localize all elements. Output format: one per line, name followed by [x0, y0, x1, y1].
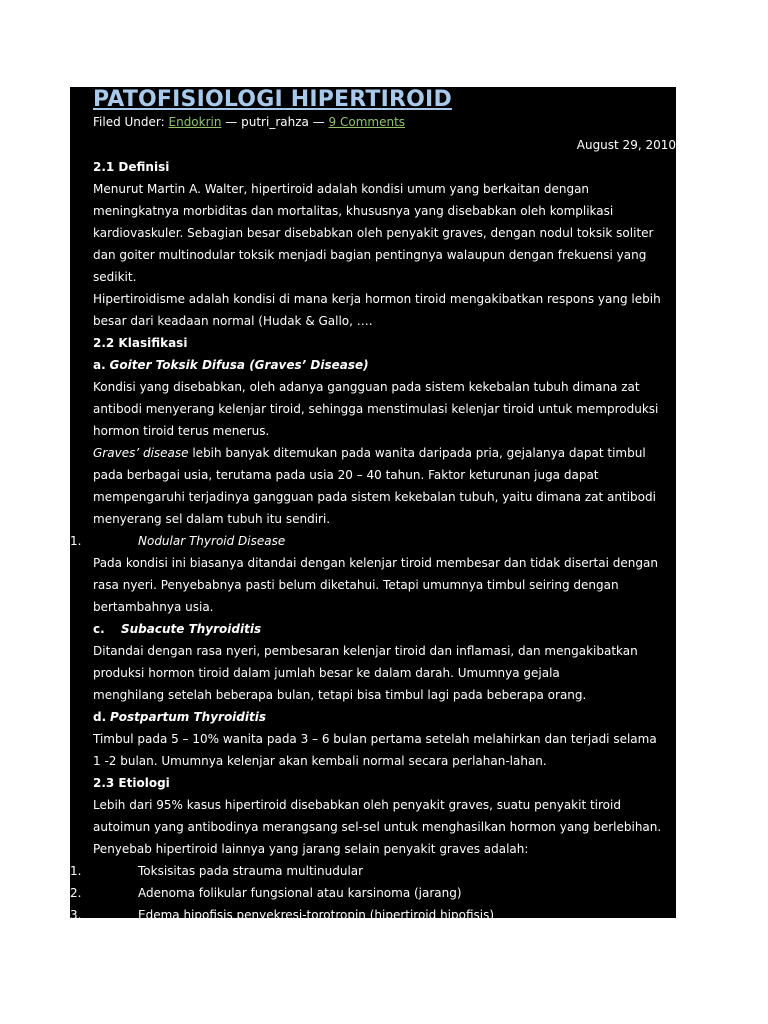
list-item	[70, 882, 676, 904]
meta-separator: —	[225, 115, 238, 129]
paragraph-line: Hipertiroidisme adalah kondisi di mana kerja hormon tiroid mengakibatkan respons yang lebih	[93, 292, 661, 306]
paragraph-line: pada berbagai usia, terutama pada usia 20 – 40 tahun. Faktor keturunan juga dapat	[93, 468, 599, 482]
paragraph-line: menghilang setelah beberapa bulan, tetapi bisa timbul lagi pada beberapa orang.	[93, 688, 587, 702]
paragraph-line: Ditandai dengan rasa nyeri, pembesaran kelenjar tiroid dan inflamasi, dan mengakibatkan	[93, 644, 638, 658]
line-text: lebih banyak ditemukan pada wanita daripada pria, gejalanya dapat timbul	[188, 446, 646, 460]
list-number: 1.	[70, 534, 82, 548]
list-text: Edema hipofisis penyekresi-torotropin (hipertiroid hipofisis)	[138, 908, 495, 922]
list-number: 1.	[70, 864, 82, 878]
paragraph-line: Kondisi yang disebabkan, oleh adanya gangguan pada sistem kekebalan tubuh dimana zat	[93, 380, 640, 394]
list-item	[70, 860, 676, 882]
meta-separator: —	[312, 115, 325, 129]
document-page	[70, 87, 676, 922]
section-heading-klasifikasi: 2.2 Klasifikasi	[93, 336, 188, 350]
post-title[interactable]: PATOFISIOLOGI HIPERTIROID	[93, 87, 452, 112]
paragraph-line: meningkatnya morbiditas dan mortalitas, khususnya yang disebabkan oleh komplikasi	[93, 204, 614, 218]
document-content	[70, 87, 676, 926]
category-link[interactable]: Endokrin	[168, 115, 222, 129]
paragraph-line: kardiovaskuler. Sebagian besar disebabkan oleh penyakit graves, dengan nodul toksik soliter	[93, 226, 654, 240]
author-name: putri_rahza	[241, 115, 309, 129]
list-number: 2.	[70, 886, 82, 900]
subheading-title: Subacute Thyroiditis	[121, 622, 262, 636]
subheading-postpartum	[93, 706, 676, 728]
subheading-title: Postpartum Thyroiditis	[109, 710, 266, 724]
paragraph-line: antibodi menyerang kelenjar tiroid, sehingga menstimulasi kelenjar tiroid untuk memproduksi	[93, 402, 659, 416]
paragraph-line: hormon tiroid terus menerus.	[93, 424, 270, 438]
paragraph-line: bertambahnya usia.	[93, 600, 214, 614]
paragraph-line: Timbul pada 5 – 10% wanita pada 3 – 6 bulan pertama setelah melahirkan dan terjadi selama	[93, 732, 657, 746]
comments-link[interactable]: 9 Comments	[328, 115, 406, 129]
subheading-letter: a.	[93, 358, 106, 372]
subheading-letter: d.	[93, 710, 107, 724]
subheading-title: Nodular Thyroid Disease	[138, 534, 286, 548]
paragraph-line: menyerang sel dalam tubuh itu sendiri.	[93, 512, 331, 526]
post-date: August 29, 2010	[576, 138, 676, 152]
paragraph-line: dan goiter multinodular toksik menjadi bagian pentingnya walaupun dengan frekuensi yang	[93, 248, 647, 262]
paragraph-line: produksi hormon tiroid dalam jumlah besar ke dalam darah. Umumnya gejala	[93, 666, 560, 680]
filed-under-label: Filed Under:	[93, 115, 165, 129]
subheading-subacute	[93, 618, 676, 640]
list-text: Adenoma folikular fungsional atau karsinoma (jarang)	[138, 886, 462, 900]
list-number: 3.	[70, 908, 82, 922]
italic-term: Graves’ disease	[93, 446, 189, 460]
subheading-title: Goiter Toksik Difusa (Graves’ Disease)	[109, 358, 369, 372]
subheading-letter: c.	[93, 622, 105, 636]
paragraph-line: 1 -2 bulan. Umumnya kelenjar akan kembali normal secara perlahan-lahan.	[93, 754, 547, 768]
paragraph-line: Penyebab hipertiroid lainnya yang jarang selain penyakit graves adalah:	[93, 842, 529, 856]
paragraph-line: autoimun yang antibodinya merangsang sel-sel untuk menghasilkan hormon yang berlebihan.	[93, 820, 662, 834]
paragraph-line	[93, 442, 676, 464]
paragraph-line: mempengaruhi terjadinya gangguan pada sistem kekebalan tubuh, yaitu dimana zat antibodi	[93, 490, 656, 504]
paragraph-line: Lebih dari 95% kasus hipertiroid disebabkan oleh penyakit graves, suatu penyakit tiroid	[93, 798, 621, 812]
list-item	[70, 904, 676, 926]
post-meta	[93, 114, 676, 130]
section-heading-etiologi: 2.3 Etiologi	[93, 776, 170, 790]
list-text: Toksisitas pada strauma multinudular	[138, 864, 364, 878]
subheading-graves	[93, 354, 676, 376]
paragraph-line: rasa nyeri. Penyebabnya pasti belum diketahui. Tetapi umumnya timbul seiring dengan	[93, 578, 619, 592]
paragraph-line: besar dari keadaan normal (Hudak & Gallo, ….	[93, 314, 373, 328]
subheading-nodular	[70, 530, 676, 552]
section-heading-definisi: 2.1 Definisi	[93, 160, 170, 174]
paragraph-line: Menurut Martin A. Walter, hipertiroid adalah kondisi umum yang berkaitan dengan	[93, 182, 590, 196]
paragraph-line: sedikit.	[93, 270, 137, 284]
paragraph-line: Pada kondisi ini biasanya ditandai dengan kelenjar tiroid membesar dan tidak disertai dengan	[93, 556, 658, 570]
